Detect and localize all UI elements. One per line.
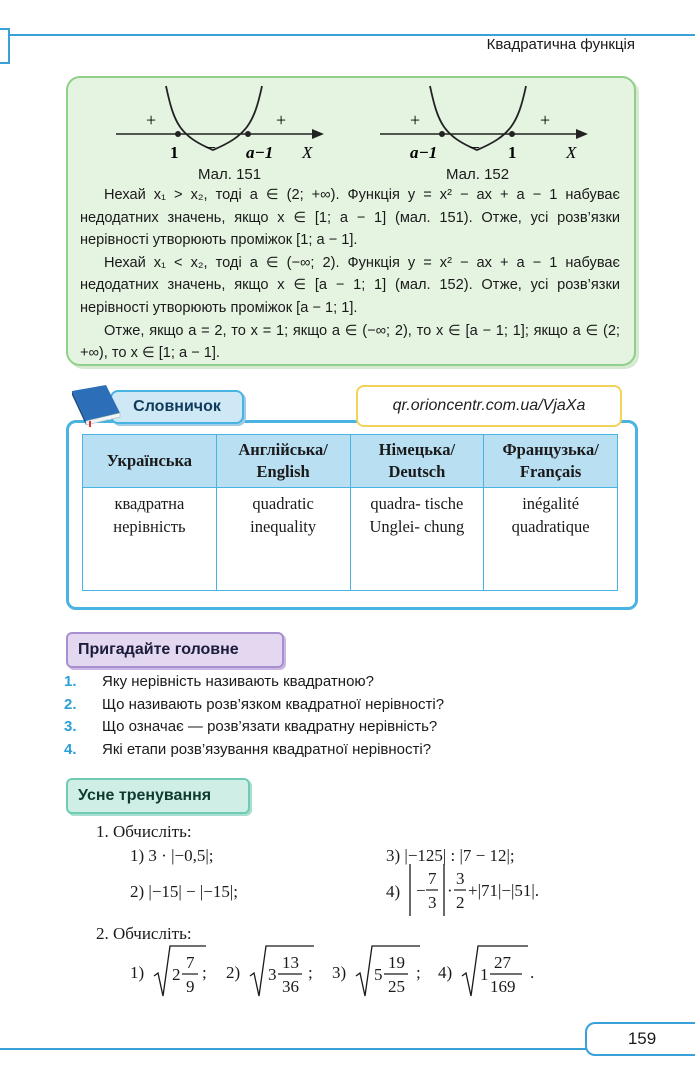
fig151-right-sign: + (276, 110, 287, 130)
svg-text:3: 3 (428, 893, 437, 912)
page-number: 159 (585, 1022, 695, 1056)
fig152-root-left: a−1 (410, 143, 438, 162)
fig152-axis-label: X (566, 143, 577, 162)
oral-section-title: Усне тренування (66, 778, 250, 814)
svg-text:19: 19 (388, 953, 405, 972)
theory-paragraph-1: Нехай x₁ > x₂, тоді a ∈ (2; +∞). Функція y = x² − ax + a − 1 набуває недодатних значень, якщо x ∈ [1; a − 1] (мал. 151). Отже, усі розв’язки нерівності утворюють проміжок [1; a − 1]. (80, 187, 620, 249)
exercise-1-item-1: 1) 3 · |−0,5|; (130, 846, 214, 865)
exercise-1-heading: 1. Обчисліть: (96, 822, 192, 841)
fig152-middle-sign: – (470, 136, 479, 156)
question-text: Яку нерівність називають квадратною? (102, 673, 374, 690)
theory-paragraph-2: Нехай x₁ < x₂, тоді a ∈ (−∞; 2). Функція y = x² − ax + a − 1 набуває недодатних значень, якщо x ∈ [a − 1; 1] (мал. 152). Отже, усі розв’язки нерівності утворюють проміжок [a − 1; 1]. (80, 254, 620, 316)
svg-text:1): 1) (130, 963, 145, 982)
svg-text:5: 5 (374, 965, 383, 984)
svg-text:27: 27 (494, 953, 511, 972)
fig151-left-sign: + (146, 110, 157, 130)
cell-english: quadratic inequality (216, 488, 350, 591)
svg-text:−: − (416, 881, 426, 900)
theory-text (80, 184, 620, 365)
question-number: 1. (64, 673, 77, 690)
fig151-root-left: 1 (170, 143, 179, 162)
svg-text:·: · (447, 881, 453, 900)
svg-text:3): 3) (332, 963, 347, 982)
svg-text:13: 13 (282, 953, 299, 972)
exercise-2-heading: 2. Обчисліть: (96, 924, 192, 943)
svg-text:169: 169 (490, 977, 516, 996)
figure-151-graph (106, 84, 336, 164)
fig152-left-sign: + (410, 110, 421, 130)
fig151-middle-sign: – (206, 136, 215, 156)
svg-text:4): 4) (438, 963, 453, 982)
col-german: Німецька/ Deutsch (350, 435, 484, 488)
col-ukrainian: Українська (83, 435, 217, 488)
recall-section-title: Пригадайте головне (66, 632, 284, 668)
svg-text:7: 7 (186, 953, 195, 972)
svg-text:2: 2 (456, 893, 465, 912)
svg-text:3: 3 (456, 869, 465, 888)
svg-text:9: 9 (186, 977, 195, 996)
fig152-right-sign: + (540, 110, 551, 130)
svg-text:;: ; (308, 963, 313, 982)
fig152-root-right: 1 (508, 143, 517, 162)
table-header-row (83, 435, 618, 488)
exercise-1-item-4-formula (404, 860, 568, 920)
book-icon (70, 383, 122, 427)
cell-french: inégalité quadratique (484, 488, 618, 591)
chapter-title: Квадратична функція (486, 36, 635, 53)
exercise-1-item-4-number: 4) (386, 882, 401, 901)
list-item (64, 671, 444, 694)
svg-text:3: 3 (268, 965, 277, 984)
question-number: 3. (64, 718, 77, 735)
svg-text:2): 2) (226, 963, 241, 982)
svg-text:25: 25 (388, 977, 405, 996)
cell-ukrainian: квадратна нерівність (83, 488, 217, 591)
svg-text:36: 36 (282, 977, 299, 996)
col-english: Англійська/ English (216, 435, 350, 488)
qr-link[interactable]: qr.orioncentr.com.ua/VjaXa (356, 385, 622, 427)
list-item (64, 694, 444, 717)
exercise-2-items (126, 940, 556, 1004)
question-text: Що означає — розв’язати квадратну нерівність? (102, 718, 438, 735)
header-marker (0, 28, 10, 64)
table-row (83, 488, 618, 591)
cell-german: quadra- tische Unglei- chung (350, 488, 484, 591)
fig151-root-right: a−1 (246, 143, 274, 162)
fig151-axis-label: X (302, 143, 313, 162)
question-text: Які етапи розв’язування квадратної нерівності? (102, 740, 432, 758)
question-number: 4. (64, 740, 77, 758)
list-item (64, 739, 444, 762)
question-number: 2. (64, 695, 77, 713)
exercise-1-item-3: 3) |−125| : |7 − 12|; (386, 846, 515, 865)
figure-151-caption: Мал. 151 (198, 166, 262, 183)
dictionary-title-tab (110, 390, 244, 424)
figure-152-graph (370, 84, 600, 164)
col-french: Французька/ Français (484, 435, 618, 488)
svg-text:1: 1 (480, 965, 489, 984)
dictionary-title: Словничок (133, 398, 221, 415)
svg-text:+|71|−|51|.: +|71|−|51|. (468, 881, 540, 900)
recall-questions (64, 671, 444, 761)
svg-text:7: 7 (428, 869, 437, 888)
svg-text:;: ; (416, 963, 421, 982)
svg-text:;: ; (202, 963, 207, 982)
exercise-1-item-2: 2) |−15| − |−15|; (130, 882, 239, 901)
figure-152-caption: Мал. 152 (446, 166, 510, 183)
theory-box (66, 76, 636, 366)
question-text: Що називають розв’язком квадратної нерівності? (102, 695, 445, 713)
theory-paragraph-3: Отже, якщо a = 2, то x = 1; якщо a ∈ (−∞; 2), то x ∈ [a − 1; 1]; якщо a ∈ (2; +∞), то x ∈ [1; a − 1]. (80, 322, 620, 362)
svg-text:.: . (530, 963, 535, 982)
svg-text:2: 2 (172, 965, 181, 984)
list-item (64, 716, 444, 739)
dictionary-table (82, 434, 618, 591)
